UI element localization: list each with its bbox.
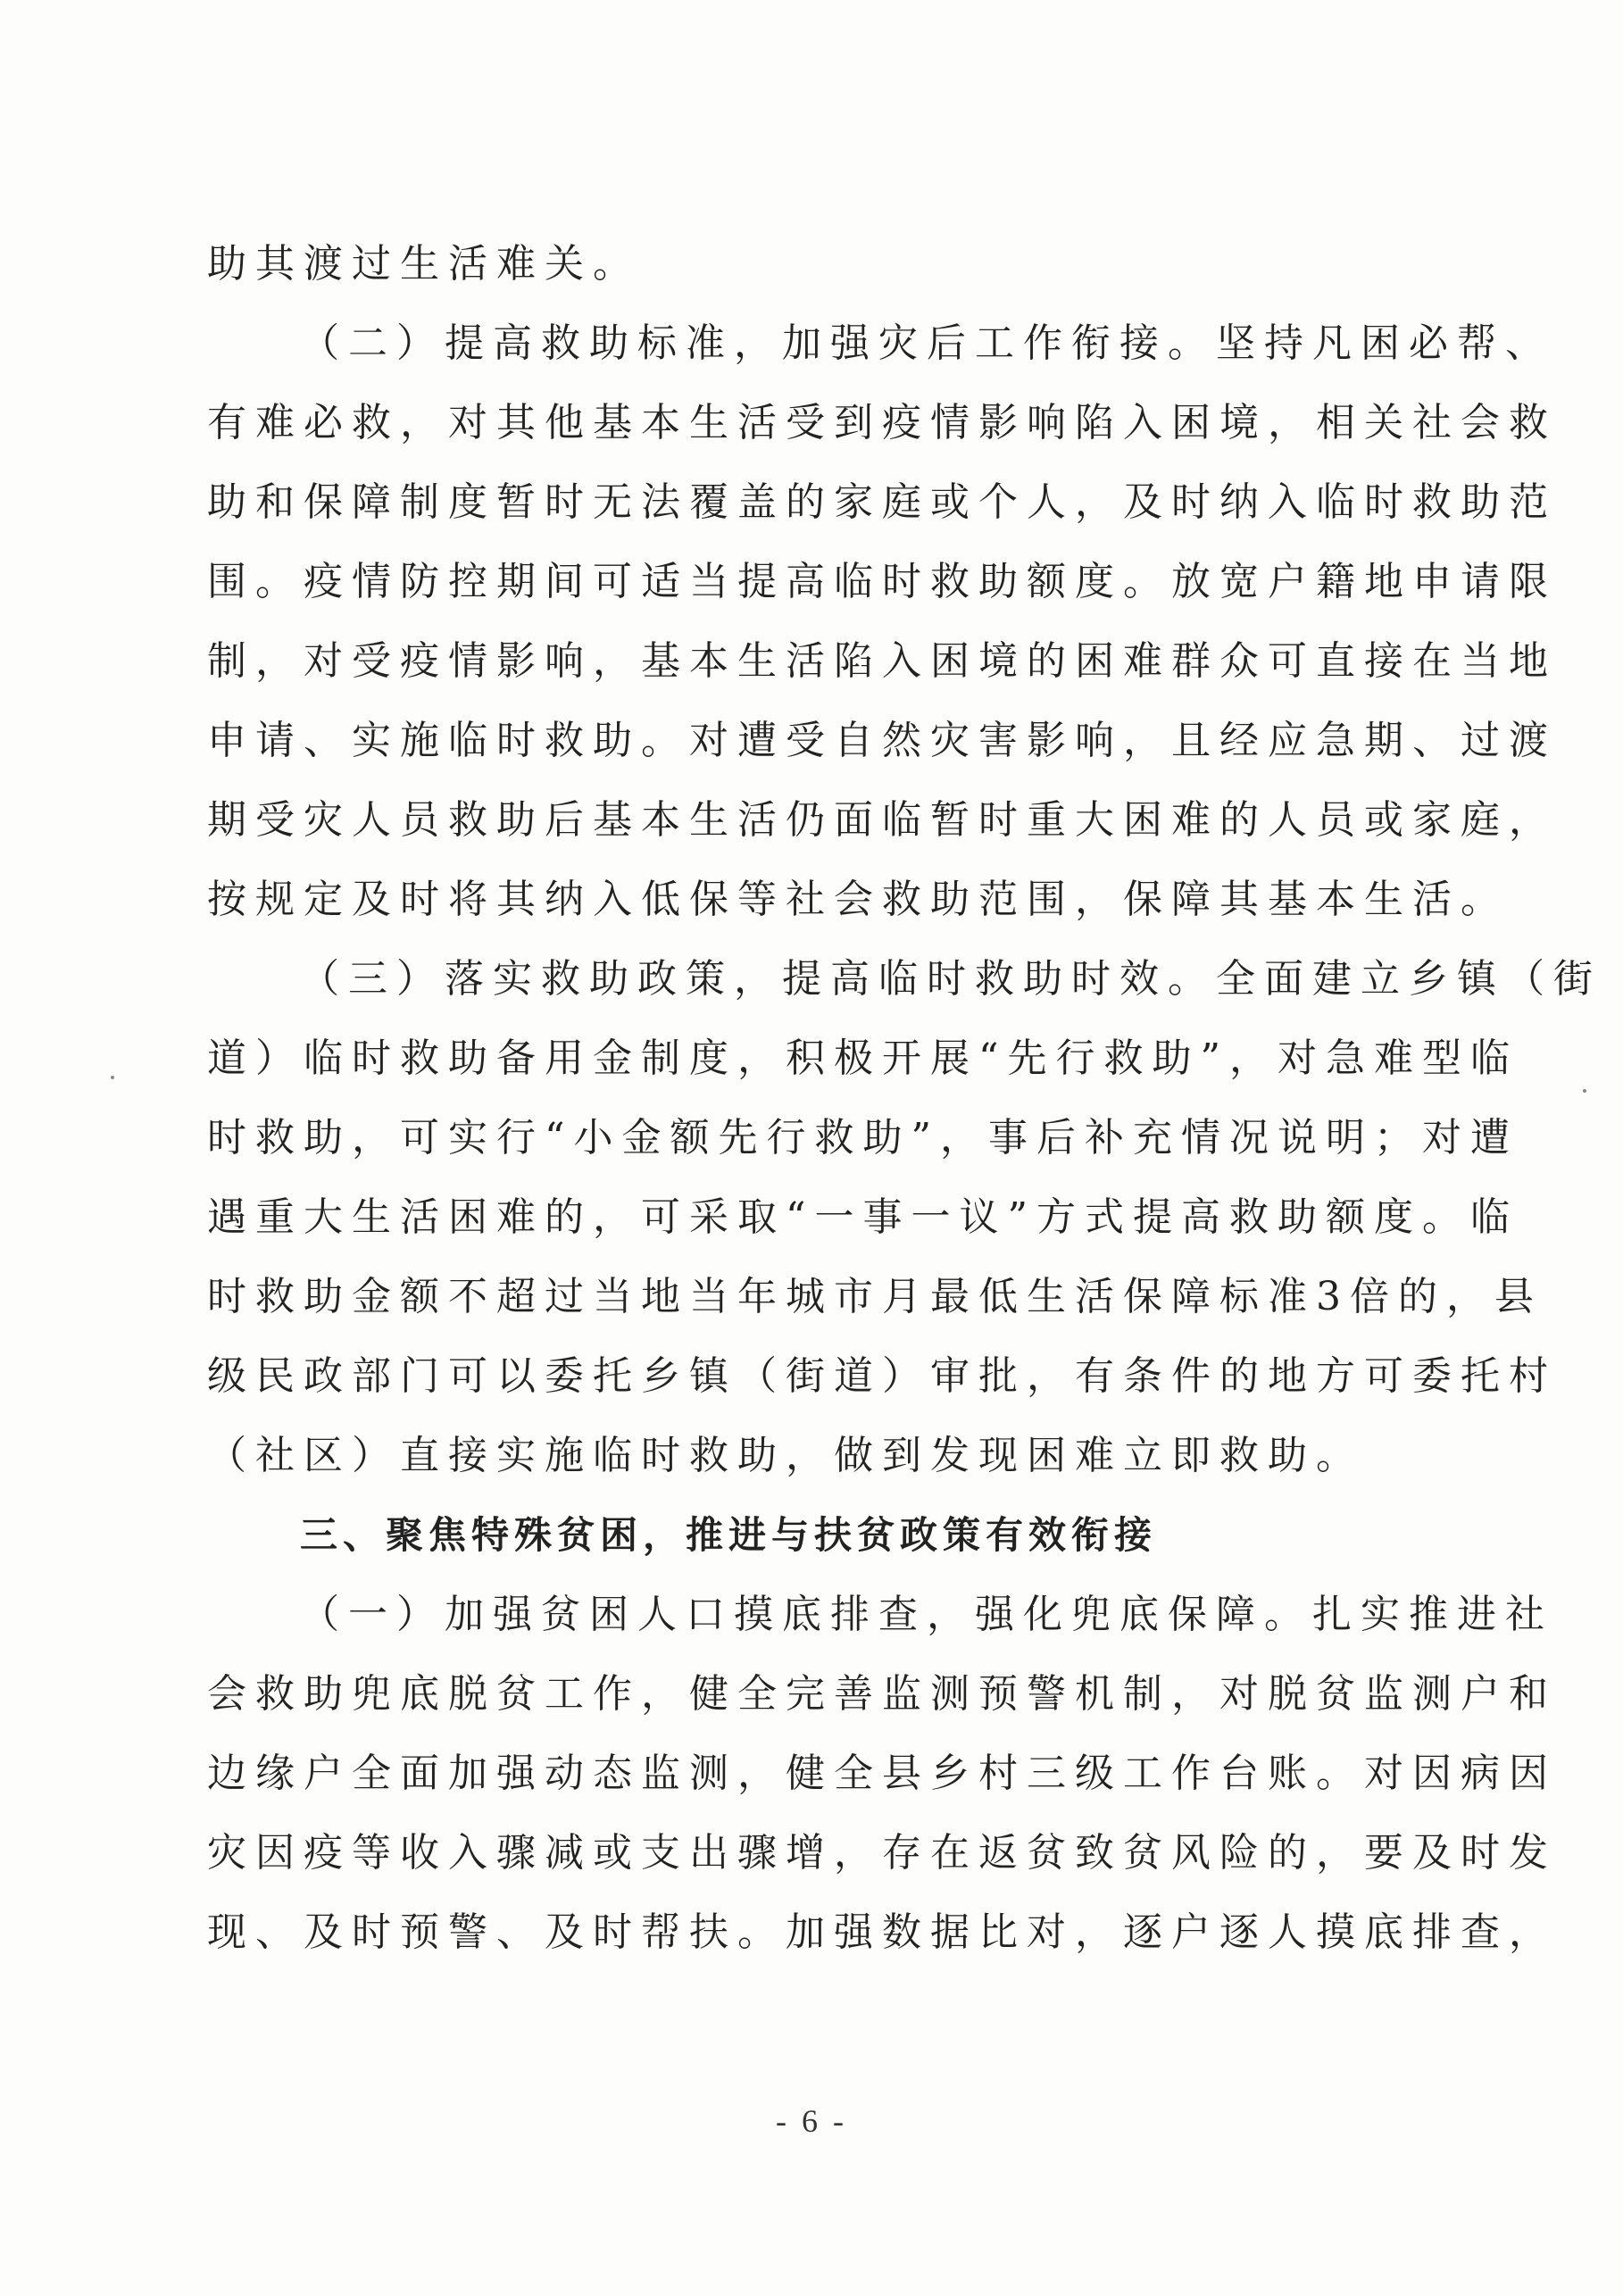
- text-line: 有难必救，对其他基本生活受到疫情影响陷入困境，相关社会救: [207, 400, 1557, 445]
- text-line: 申请、实施临时救助。对遭受自然灾害影响，且经应急期、过渡: [207, 718, 1557, 763]
- text-line: 制，对受疫情影响，基本生活陷入困境的困难群众可直接在当地: [207, 638, 1557, 684]
- scan-speck: [1583, 1089, 1586, 1093]
- text-line: 现、及时预警、及时帮扶。加强数据比对，逐户逐人摸底排查，: [207, 1909, 1557, 1955]
- text-line: 助和保障制度暂时无法覆盖的家庭或个人，及时纳入临时救助范: [207, 479, 1557, 525]
- text-line: （社区）直接实施临时救助，做到发现困难立即救助。: [207, 1433, 1364, 1478]
- text-line: 遇重大生活困难的，可采取“一事一议”方式提高救助额度。临: [207, 1194, 1519, 1240]
- text-line: 助其渡过生活难关。: [207, 241, 641, 287]
- paragraph-first-line: （二）提高救助标准，加强灾后工作衔接。坚持凡困必帮、: [300, 320, 1553, 366]
- text-line: 会救助兜底脱贫工作，健全完善监测预警机制，对脱贫监测户和: [207, 1671, 1557, 1717]
- page-number: - 6 -: [776, 2103, 847, 2139]
- text-line: 期受灾人员救助后基本生活仍面临暂时重大困难的人员或家庭，: [207, 797, 1557, 843]
- text-line: 道）临时救助备用金制度，积极开展“先行救助”，对急难型临: [207, 1036, 1519, 1081]
- text-line: 级民政部门可以委托乡镇（街道）审批，有条件的地方可委托村: [207, 1353, 1557, 1399]
- text-line: 边缘户全面加强动态监测，健全县乡村三级工作台账。对因病因: [207, 1751, 1557, 1796]
- text-line: 围。疫情防控期间可适当提高临时救助额度。放宽户籍地申请限: [207, 559, 1557, 604]
- section-heading: 三、聚焦特殊贫困，推进与扶贫政策有效衔接: [300, 1513, 1158, 1557]
- text-line: 按规定及时将其纳入低保等社会救助范围，保障其基本生活。: [207, 877, 1509, 922]
- paragraph-first-line: （三）落实救助政策，提高临时救助时效。全面建立乡镇（街: [300, 956, 1602, 1002]
- paragraph-first-line: （一）加强贫困人口摸底排查，强化兜底保障。扎实推进社: [300, 1592, 1553, 1637]
- text-line: 灾因疫等收入骤减或支出骤增，存在返贫致贫风险的，要及时发: [207, 1830, 1557, 1876]
- text-line: 时救助，可实行“小金额先行救助”，事后补充情况说明；对遭: [207, 1115, 1519, 1160]
- scan-speck: [111, 1076, 114, 1079]
- text-line: 时救助金额不超过当地当年城市月最低生活保障标准3倍的，县: [207, 1274, 1543, 1319]
